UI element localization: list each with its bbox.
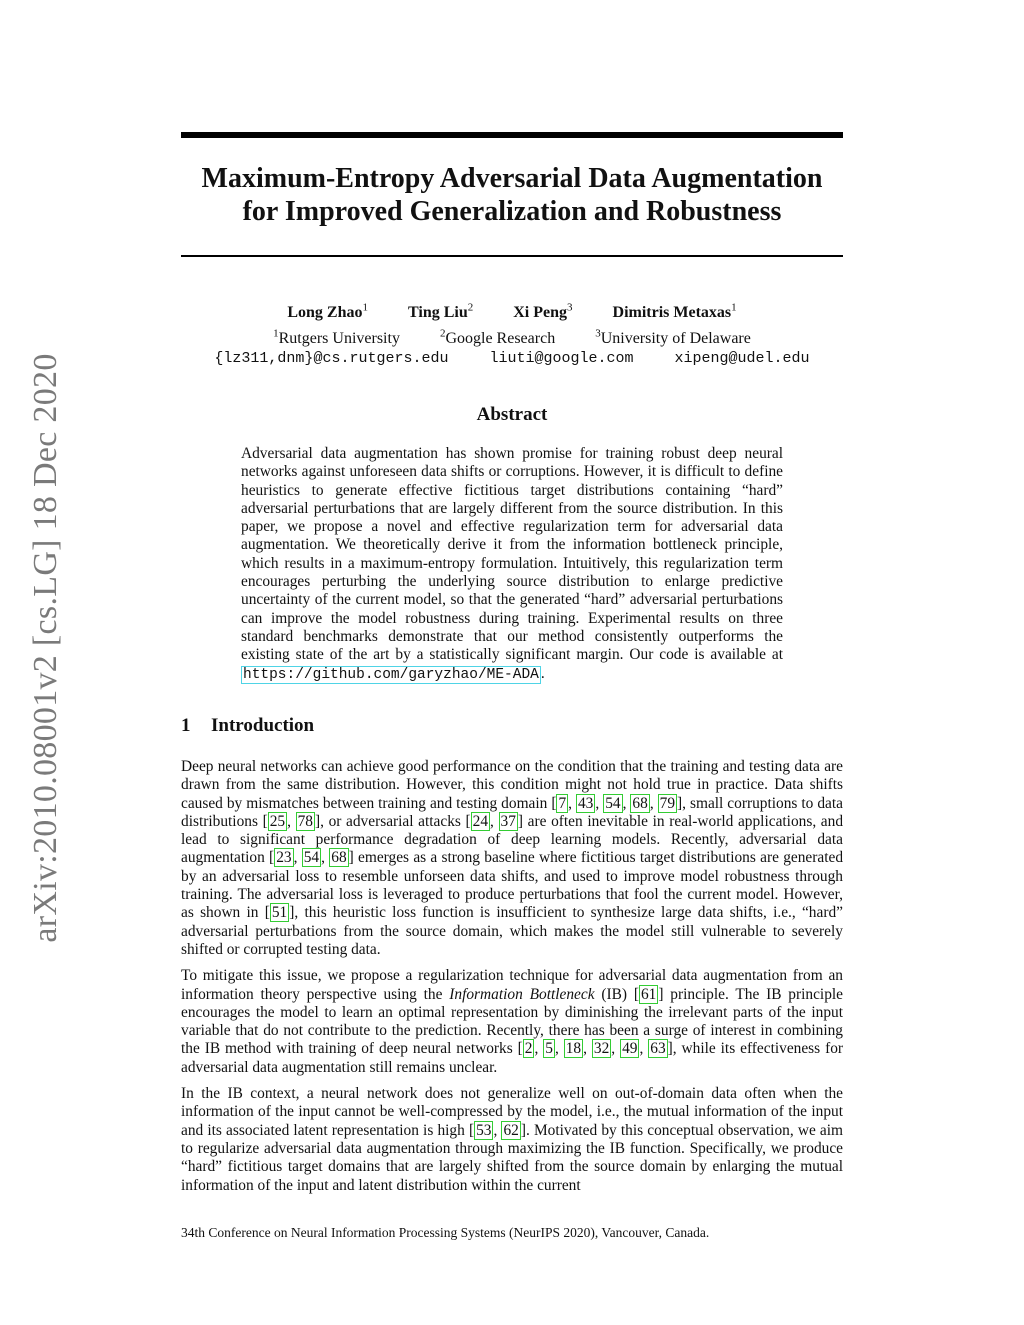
author: Long Zhao$^1$ [287,302,368,322]
citation-link[interactable]: 43 [577,794,594,812]
title-top-rule [181,132,843,138]
citation-link[interactable]: 24 [472,812,489,830]
affiliations [181,323,843,348]
citation-group [639,985,658,1004]
citation-link[interactable]: 23 [276,849,292,867]
section-number: 1 [181,715,191,736]
abstract-body: Adversarial data augmentation has shown promise for training robust deep neural networks against unforeseen data shifts or corruptions. However, it is difficult to define heuristics to generate effective fictitious target distributions containing “hard” adversarial perturbations that are largely different from the source distribution. In this paper, we propose a novel and effective regularization term for adversarial data augmentation. We theoretically derive it from the information bottleneck principle, which results in a maximum-entropy formulation. Intuitively, this regularization term encourages perturbing the underlying source distribution to enlarge predictive uncertainty of the current model, so that the generated “hard” adversarial perturbations can improve the model robustness during training. Experimental results on three standard benchmarks demonstrate that our method consistently outperforms the existing state of the art by a statistically significant margin. Our code is available at https://github.com/garyzhao/ME-ADA . [241,445,783,683]
author: Xi Peng$^3$ [513,302,573,322]
abstract-heading: Abstract [476,404,548,425]
title-bottom-rule [181,255,843,257]
citation-link[interactable]: 63 [650,1040,666,1058]
email: {lz311,dnm}@cs.rutgers.edu [214,349,449,367]
author: Dimitris Metaxas$^1$ [612,302,737,322]
introduction-body [181,758,843,1203]
citation-link[interactable]: 53 [476,1121,492,1139]
citation-link[interactable]: 32 [593,1040,610,1058]
paragraph: To mitigate this issue, we propose a regularization technique for adversarial data augmentation from an information theory perspective using the Information Bottleneck (IB) [ 61 ] principle. The IB principle encourages the model to learn an optimal representation by diminishing the irrelevant parts of the input variable that do not contribute to the prediction. Recently, there has been a surge of interest in combining the IB method with training of deep neural networks [ 2 , 5 , 18 , 32 , 49 , 63 ], while its effectiveness for adversarial data augmentation still remains unclear. [181,967,844,1076]
citation-link[interactable]: 54 [303,849,320,867]
author-names [181,298,843,323]
affiliation: $^2$Google Research [439,327,556,347]
citation-link[interactable]: 25 [269,812,286,830]
conference-footer: 34th Conference on Neural Information Processing Systems (NeurIPS 2020), Vancouver, Canada. [181,1225,710,1240]
affiliation: $^3$University of Delaware [595,327,751,347]
email: liuti@google.com [489,349,634,367]
code-link[interactable]: https://github.com/garyzhao/ME-ADA [243,666,539,683]
citation-link[interactable]: 79 [659,794,676,812]
citation-link[interactable]: 68 [632,794,648,812]
email: xipeng@udel.edu [674,349,810,367]
paragraph: In the IB context, a neural network does not generalize well on out-of-domain data often when the information of the input cannot be well-compressed by the model, i.e., the mutual information of the input and its associated latent representation is high [ 53 , 62 ]. Motivated by this conceptual observation, we aim to regularize adversarial data augmentation through maximizing the IB function. Specifically, we produce “hard” fictitious target domains that are largely shifted from the source domain by enlarging the mutual information of the input and latent distribution within the current [181,1085,843,1194]
citation-link[interactable]: 49 [622,1040,638,1058]
citation-link[interactable]: 68 [331,849,347,867]
emphasis-term: Information Bottleneck [449,985,595,1003]
citation-group [270,903,289,922]
citation-link[interactable]: 78 [297,812,313,830]
citation-link[interactable]: 61 [640,985,657,1003]
citation-group: 23 , 54 , 68 [276,849,347,867]
citation-link[interactable]: 5 [545,1040,553,1058]
affiliation: $^1$Rutgers University [273,327,400,347]
citation-group: 25 , 78 [269,812,313,830]
citation-group: 24 , 37 [472,812,516,830]
citation-link[interactable]: 62 [503,1121,519,1139]
author: Ting Liu$^2$ [407,302,474,322]
citation-link[interactable]: 7 [558,794,567,812]
author-block [181,298,843,369]
title-line-2: for Improved Generalization and Robustness [242,196,782,227]
abstract-text: Adversarial data augmentation has shown promise for training robust deep neural networks against unforeseen data shifts or corruptions. However, it is difficult to define heuristics to generate effective fictitious target distributions containing “hard” adversarial perturbations that are largely different from the source distribution. In this paper, we propose a novel and effective regularization term for adversarial data augmentation. We theoretically derive it from the information bottleneck principle, which results in a maximum-entropy formulation. Intuitively, this regularization term encourages perturbing the underlying source distribution to enlarge predictive uncertainty of the current model, so that the generated “hard” adversarial perturbations can improve the model robustness during training. Experimental results on three standard benchmarks demonstrate that our method consistently outperforms the existing state of the art by a statistically significant margin. Our code is available at [241,445,783,664]
author-emails [141,349,883,369]
citation-link[interactable]: 51 [271,904,288,922]
paper-title [181,162,843,228]
citation-group: 53 , 62 [476,1121,519,1139]
title-line-1: Maximum-Entropy Adversarial Data Augmentation [201,163,823,194]
citation-group: 7 , 43 , 54 , 68 , 79 [558,794,676,812]
section-heading [181,715,843,737]
citation-link[interactable]: 2 [524,1040,533,1058]
citation-link[interactable]: 18 [565,1040,582,1058]
paragraph: Deep neural networks can achieve good performance on the condition that the training and testing data are drawn from the same distribution. However, this condition might not hold true in practice. Data shifts caused by mismatches between training and testing domain [ 7 , 43 , 54 , 68 , 79 ], small corruptions to data distributions [ 25 , 78 ], or adversarial attacks [ 24 , 37 ] are often inevitable in real-world applications, and lead to significant performance degradation of deep learning models. Recently, adversarial data augmentation [ 23 , 54 , 68 ] emerges as a strong baseline where fictitious target distributions are generated by an adversarial loss to resemble unforseen data shifts, and used to improve model robustness through training. The adversarial loss is leveraged to produce perturbations that fool the current model. However, as shown in [ 51 ], this heuristic loss function is insufficient to synthesize large data shifts, i.e., “hard” adversarial perturbations from the source domain, which makes the model still vulnerable to severely shifted or corrupted testing data. [181,758,844,958]
citation-group: 2 , 5 , 18 , 32 , 49 , 63 [524,1040,666,1058]
citation-link[interactable]: 54 [605,794,621,812]
arxiv-identifier: arXiv:2010.08001v2 [cs.LG] 18 Dec 2020 [27,353,64,943]
section-title: Introduction [211,715,315,736]
citation-link[interactable]: 37 [500,812,516,830]
